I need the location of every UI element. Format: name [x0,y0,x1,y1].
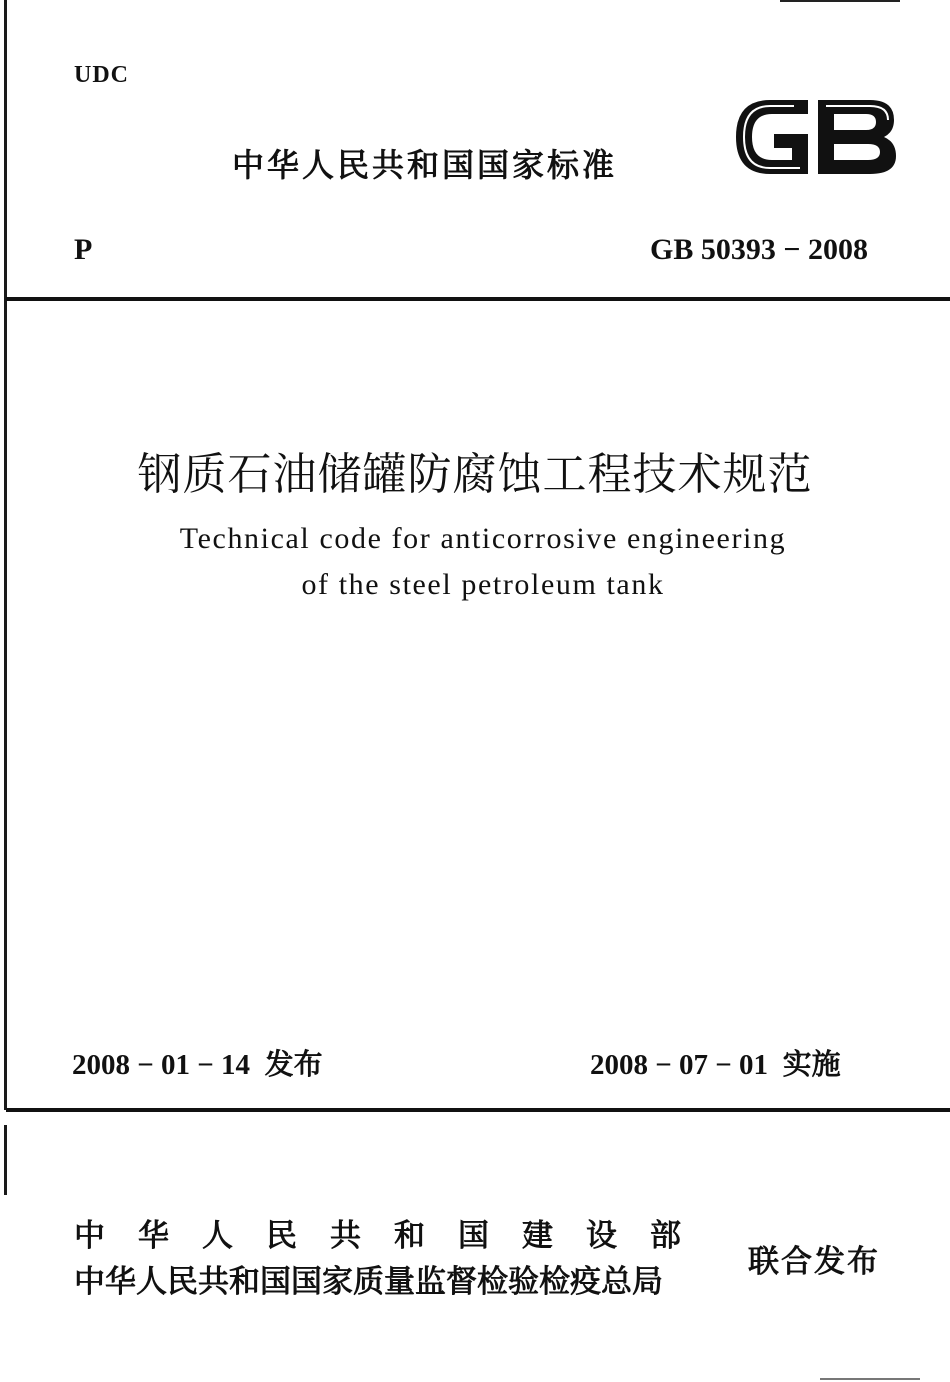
issue-date: 2008 − 01 − 14 [72,1049,251,1081]
bottom-divider [6,1108,950,1112]
issue-label: 发布 [264,1047,323,1081]
national-standard-heading: 中华人民共和国国家标准 [232,146,618,184]
issue-date-row [72,1042,323,1083]
publisher-ministry-of-construction: 中华人民共和国建设部 [74,1218,714,1254]
category-code: P [74,233,93,266]
title-english-line1: Technical code for anticorrosive engineering [179,522,787,555]
implement-date-row [590,1042,841,1083]
joint-publish-label: 联合发布 [748,1244,880,1280]
standard-number: GB 50393 − 2008 [650,233,868,266]
publisher-aqsiq: 中华人民共和国国家质量监督检验检疫总局 [74,1264,663,1300]
gb-logo [730,92,900,182]
udc-label: UDC [74,62,129,88]
top-edge-mark [780,0,900,2]
bottom-edge-mark [820,1378,920,1380]
left-border-lower [4,1125,7,1195]
title-english-line2: of the steel petroleum tank [301,568,665,601]
implement-date: 2008 − 07 − 01 [590,1049,769,1081]
title-chinese: 钢质石油储罐防腐蚀工程技术规范 [137,449,813,500]
implement-label: 实施 [782,1047,841,1081]
top-divider [6,297,950,301]
gb-logo-g [736,100,808,174]
